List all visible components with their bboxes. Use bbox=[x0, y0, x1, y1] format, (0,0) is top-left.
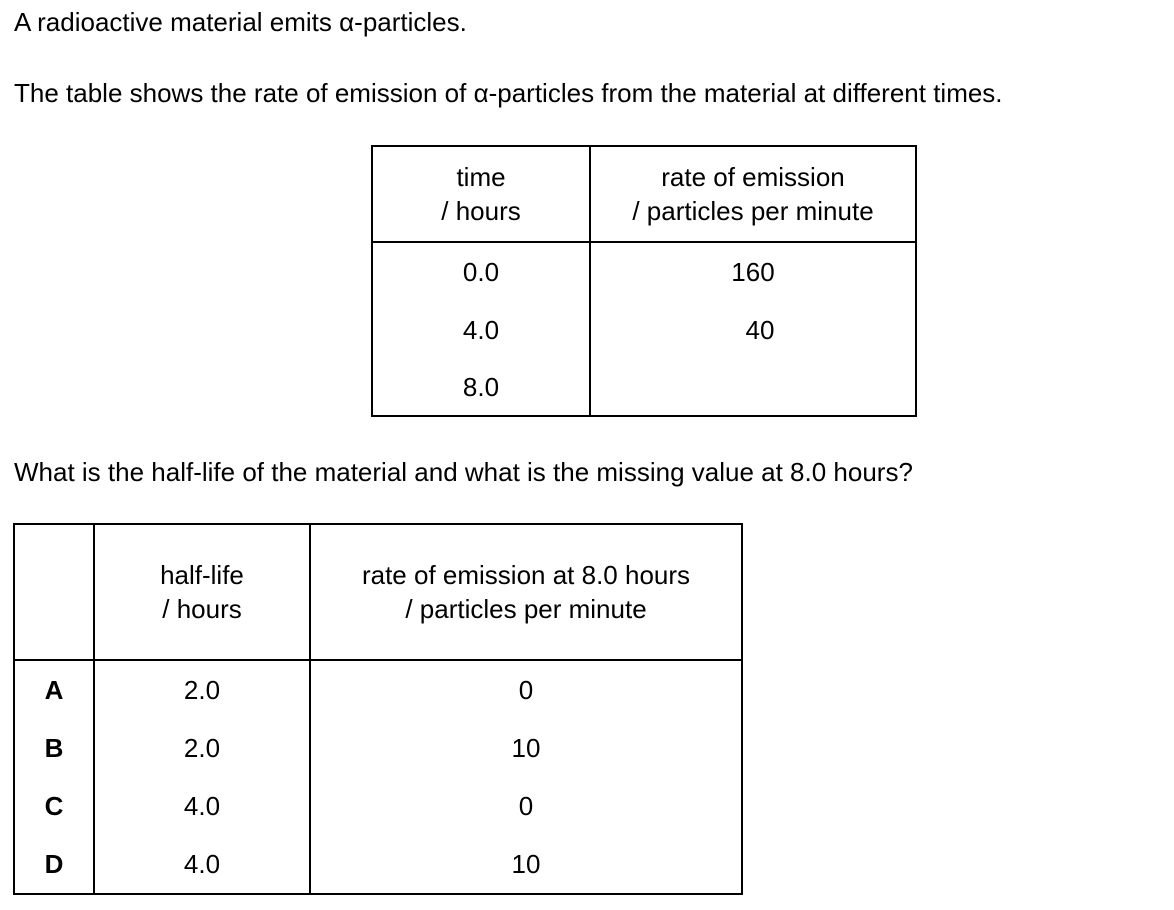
rate-at-8h-header-label: rate of emission at 8.0 hours bbox=[361, 560, 691, 590]
rate-value: 40 bbox=[745, 315, 775, 345]
option-half-life: 4.0 bbox=[94, 835, 310, 894]
rate-header-unit: / particles per minute bbox=[632, 196, 874, 226]
rate-header-label: rate of emission bbox=[661, 162, 845, 192]
table-row bbox=[372, 242, 916, 301]
question-text: What is the half-life of the material and what is the missing value at 8.0 hours? bbox=[14, 457, 913, 487]
table-row bbox=[372, 301, 916, 359]
time-header bbox=[372, 146, 590, 242]
time-cell: 8.0 bbox=[372, 359, 590, 416]
option-half-life: 2.0 bbox=[94, 719, 310, 777]
option-rate: 10 bbox=[511, 733, 541, 763]
options-header-row bbox=[14, 524, 742, 660]
time-cell: 4.0 bbox=[372, 301, 590, 359]
rate-at-8h-header-unit: / particles per minute bbox=[405, 594, 647, 624]
half-life-header-unit: / hours bbox=[162, 594, 242, 624]
half-life-header bbox=[94, 524, 310, 660]
option-rate: 10 bbox=[511, 849, 541, 879]
option-rate: 0 bbox=[518, 675, 534, 705]
option-half-life: 2.0 bbox=[94, 660, 310, 719]
time-cell: 0.0 bbox=[372, 242, 590, 301]
time-header-unit: / hours bbox=[441, 196, 521, 226]
answer-options-table bbox=[13, 523, 743, 895]
option-key-header bbox=[14, 524, 94, 660]
option-rate: 0 bbox=[518, 791, 534, 821]
option-key: A bbox=[14, 660, 94, 719]
option-half-life: 4.0 bbox=[94, 777, 310, 835]
rate-value: 160 bbox=[731, 257, 775, 287]
time-header-label: time bbox=[456, 162, 506, 192]
table-header-row bbox=[372, 146, 916, 242]
option-row-c[interactable] bbox=[14, 777, 742, 835]
half-life-header-label: half-life bbox=[160, 560, 244, 590]
option-key: C bbox=[14, 777, 94, 835]
option-row-b[interactable] bbox=[14, 719, 742, 777]
option-row-a[interactable] bbox=[14, 660, 742, 719]
rate-cell-missing bbox=[590, 359, 916, 416]
rate-cell bbox=[590, 242, 916, 301]
option-key: B bbox=[14, 719, 94, 777]
option-row-d[interactable] bbox=[14, 835, 742, 894]
option-key: D bbox=[14, 835, 94, 894]
emission-data-table bbox=[371, 145, 917, 417]
rate-header bbox=[590, 146, 916, 242]
table-intro-text: The table shows the rate of emission of α-particles from the material at different times. bbox=[14, 78, 1003, 108]
rate-at-8h-header bbox=[310, 524, 742, 660]
rate-cell bbox=[590, 301, 916, 359]
intro-text: A radioactive material emits α-particles. bbox=[14, 7, 467, 37]
table-row bbox=[372, 359, 916, 416]
